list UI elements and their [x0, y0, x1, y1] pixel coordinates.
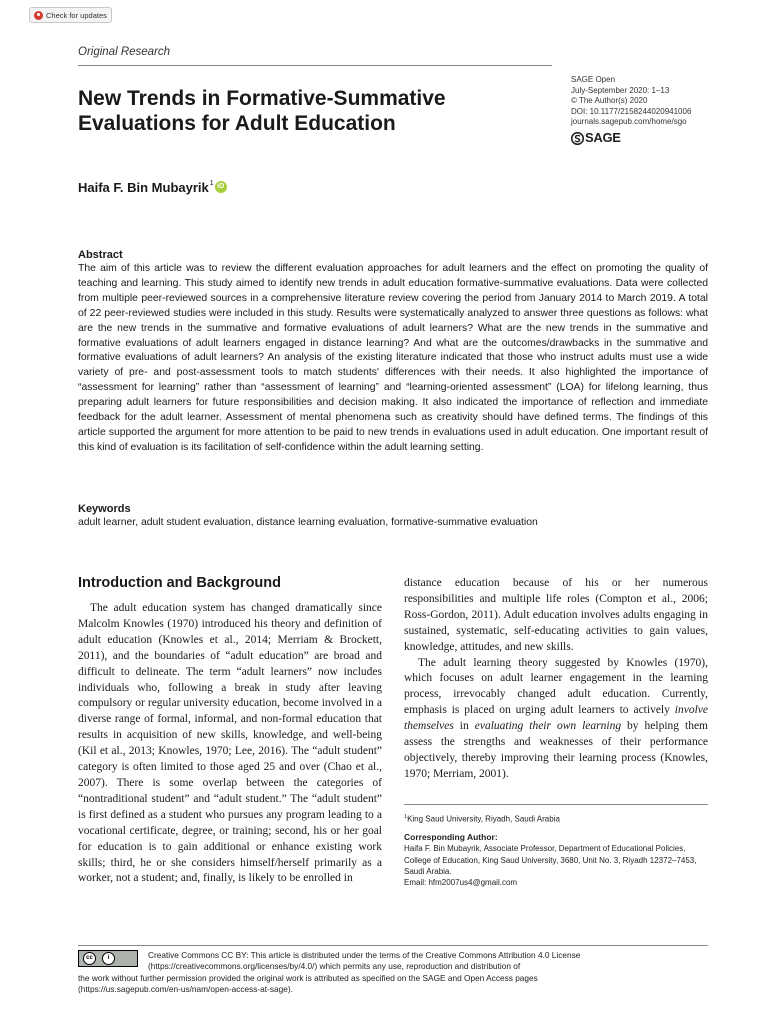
copyright: © The Author(s) 2020	[571, 96, 648, 106]
affiliation-text: King Saud University, Riyadh, Saudi Arabia	[407, 814, 560, 824]
license-line-3: the work without further permission provided the original work is attributed as specified on the SAGE and Open Access pages	[78, 972, 538, 983]
intro-paragraph-2-emphasis-1: involve themselves	[404, 704, 708, 733]
journal-name: SAGE Open	[571, 75, 616, 84]
sage-swirl-icon	[571, 132, 584, 145]
license-divider	[78, 945, 708, 946]
intro-paragraph-continued: distance education because of his or her numerous responsibilities and multiple life roles (Compton et al., 2006; Ross-Gordon, 2011). Adult education involves adults engaging in sustained, systematic, self-educating activities to gain values, knowledge, attitudes, and new skills.	[404, 577, 708, 653]
intro-paragraph-2-part-b: in	[453, 720, 475, 733]
creative-commons-icon: cc	[83, 952, 96, 965]
header-divider	[78, 65, 552, 66]
keywords-text: adult learner, adult student evaluation, distance learning evaluation, formative-summative evaluation	[78, 517, 538, 528]
license-text	[78, 950, 708, 996]
affiliation-footnote	[404, 812, 560, 825]
journal-info	[571, 75, 691, 145]
abstract-heading: Abstract	[78, 249, 123, 261]
journal-issue: July-September 2020: 1–13	[571, 85, 670, 95]
sage-logo	[571, 132, 691, 145]
attribution-icon: i	[102, 952, 115, 965]
body-column-left	[78, 601, 382, 887]
license-line-1: Creative Commons CC BY: This article is distributed under the terms of the Creative Commons Attribution 4.0 License	[148, 950, 581, 960]
license-line-4[interactable]: (https://us.sagepub.com/en-us/nam/open-access-at-sage).	[78, 984, 293, 995]
author-affiliation-mark: 1	[209, 180, 214, 187]
license-line-2[interactable]: (https://creativecommons.org/licenses/by/4.0/) which permits any use, reproduction and distribution of	[148, 961, 521, 972]
crossmark-icon	[34, 11, 43, 20]
intro-paragraph-2-part-a: The adult learning theory suggested by Knowles (1970), which focuses on adult learner engagement in the learning process, irrevocably changed adult education. Currently, emphasis is placed on urging adult learners to actively	[404, 656, 708, 717]
corresponding-author	[404, 832, 708, 888]
abstract-section	[78, 248, 708, 456]
intro-paragraph-2-part-c: by helping them assess the strengths and weaknesses of their performance objectively, thereby improving their learning process (Knowles, 1970; Merriam, 2001).	[404, 720, 708, 780]
author-name: Haifa F. Bin Mubayrik	[78, 180, 209, 195]
intro-heading: Introduction and Background	[78, 575, 281, 591]
affiliation-mark: 1	[404, 814, 408, 820]
doi-link[interactable]: DOI: 10.1177/2158244020941006	[571, 106, 692, 116]
article-title: New Trends in Formative-Summative Evaluations for Adult Education	[78, 87, 446, 135]
footnote-divider	[404, 804, 708, 805]
corresponding-author-email[interactable]: Email: hfm2007us4@gmail.com	[404, 878, 518, 888]
check-for-updates-label: Check for updates	[46, 10, 107, 20]
abstract-text: The aim of this article was to review the different evaluation approaches for adult learners and the effect on promoting the quality of teaching and learning. This study aimed to identify new trends in adult education formative-summative evaluations. Data were collected from multiple peer-reviewed sources in a comprehensive literature review covering the period from January 2014 to March 2019. A total of 22 peer-reviewed studies were included in this study. Results were systematically analyzed to answer three questions as follows: what are the new trends in the summative and formative evaluations of adult learners? What are the new trends in the summative and formative evaluations of adult learners engaged in distance learning? And what are the outcomes/drawbacks in the summative and formative evaluations of adult learners? An analysis of the existing literature indicated that those who instruct adults must use a wide variety of pre- and post-assessment tools to match students' differences with their needs. It also highlighted the importance of “assessment for learning” rather than “assessment of learning” and “learning-oriented assessment” (LOA) for lifelong learning, thus preparing adult learners for future responsibilities and decision making. It also indicated the importance of reflection and immediate feedback for the adult learner. Assessment of mental phenomena such as creativity should have defined terms. The findings of this article supported the argument for more attention to be paid to new trends in evaluations used in adult education. One important result of this kind of evaluation is its facilitation of self-confidence within the adult learning setting.	[78, 263, 708, 453]
intro-paragraph-1: The adult education system has changed dramatically since Malcolm Knowles (1970) introduced his theory and definition of adult education (Knowles et al., 2014; Merriam & Brockett, 2011), and the boundaries of “adult education” are broad and difficult to delineate. The term “adult learners” now includes individuals who, following a break in study after leaving compulsory or regular university education, become involved in a diverse range of formal, informal, and non-formal education that results in acquisition of new skills, knowledge, and well-being (Kil et al., 2013; Knowles, 1970; Lee, 2016). The “adult student” category is often limited to those aged 25 and over (Chao et al., 2007). There is some overlap between the categories of “nontraditional student” and “adult student.” The “adult student” is first defined as a student who pursues any program leading to a vocational certificate, degree, or training; second, his or her goal for education is to gain additional or enhance existing work skills; third, he or she considers himself/herself primarily as a worker, not a student; and, finally, is likely to be enrolled in	[78, 602, 382, 885]
orcid-icon[interactable]: iD	[215, 181, 227, 193]
article-type-label: Original Research	[78, 46, 171, 58]
body-column-right	[404, 576, 708, 783]
intro-paragraph-2-emphasis-2: evaluating their own learning	[474, 720, 622, 733]
check-for-updates-button[interactable]	[29, 7, 112, 23]
intro-paragraph-2	[404, 656, 708, 783]
keywords-section	[78, 502, 708, 531]
journal-url[interactable]: journals.sagepub.com/home/sgo	[571, 117, 687, 127]
keywords-heading: Keywords	[78, 503, 131, 515]
corresponding-author-text: Haifa F. Bin Mubayrik, Associate Professor, Department of Educational Policies, College of Education, King Saud University, 3680, Unit No. 3, Riyadh 12372–7453, Saudi Arabia.	[404, 844, 697, 876]
corresponding-author-label: Corresponding Author:	[404, 832, 498, 842]
author-line	[78, 180, 227, 195]
sage-logo-text: SAGE	[585, 130, 621, 146]
